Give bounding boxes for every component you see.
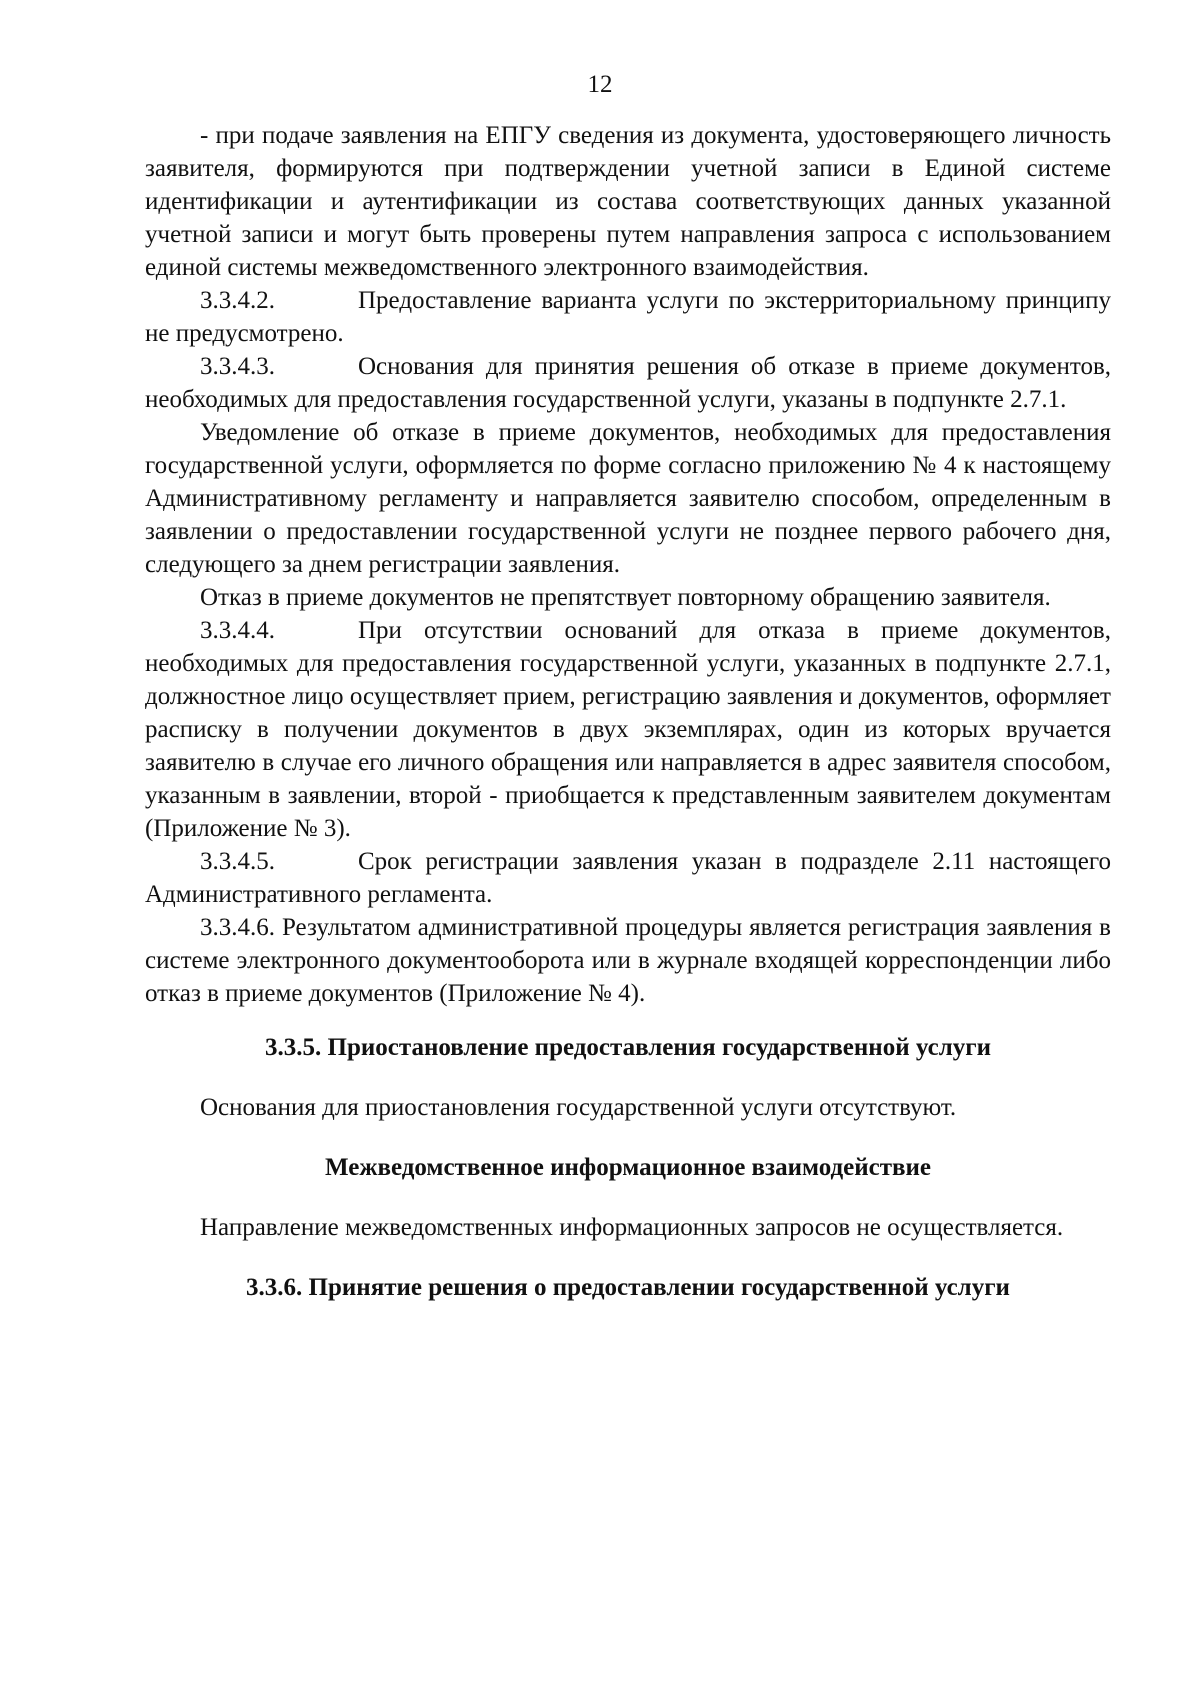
paragraph-3-3-4-5 <box>145 845 1111 911</box>
paragraph-no-interagency-requests: Направление межведомственных информационных запросов не осуществляется. <box>200 1214 1064 1241</box>
paragraph-3-3-4-4 <box>145 614 1111 845</box>
heading-suspension: 3.3.5. Приостановление предоставления государственной услуги <box>265 1034 991 1061</box>
paragraph-epgu-identity: - при подаче заявления на ЕПГУ сведения из документа, удостоверяющего личность заявителя, формируются при подтверждении учетной записи в Единой системе идентификации и аутентификации из состава соответствующих данных указанной учетной записи и могут быть проверены путем направления запроса с использованием единой системы межведомственного электронного взаимодействия. <box>145 122 1111 281</box>
document-body <box>145 119 1111 1304</box>
heading-interagency-interaction: Межведомственное информационное взаимодействие <box>325 1154 931 1181</box>
paragraph-3-3-4-2 <box>145 284 1111 350</box>
clause-text: Предоставление варианта услуги по экстерриториальному принципу не предусмотрено. <box>145 287 1111 347</box>
heading-decision: 3.3.6. Принятие решения о предоставлении государственной услуги <box>246 1274 1010 1301</box>
clause-number: 3.3.4.2. <box>200 287 275 314</box>
paragraph-refusal-notice: Уведомление об отказе в приеме документов, необходимых для предоставления государственной услуги, оформляется по форме согласно приложению № 4 к настоящему Административному регламенту и направляется заявителю способом, определенным в заявлении о предоставлении государственной услуги не позднее первого рабочего дня, следующего за днем регистрации заявления. <box>145 419 1111 578</box>
paragraph-3-3-4-3 <box>145 350 1111 416</box>
clause-number: 3.3.4.5. <box>200 848 275 875</box>
paragraph-3-3-4-6: 3.3.4.6. Результатом административной процедуры является регистрация заявления в системе электронного документооборота или в журнале входящей корреспонденции либо отказ в приеме документов (Приложение № 4). <box>145 914 1111 1007</box>
clause-text: Основания для принятия решения об отказе в приеме документов, необходимых для предоставления государственной услуги, указаны в подпункте 2.7.1. <box>145 353 1111 413</box>
paragraph-refusal-no-obstacle: Отказ в приеме документов не препятствует повторному обращению заявителя. <box>200 584 1051 611</box>
clause-text: При отсутствии оснований для отказа в приеме документов, необходимых для предоставления государственной услуги, указанных в подпункте 2.7.1, должностное лицо осуществляет прием, регистрацию заявления и документов, оформляет расписку в получении документов в двух экземплярах, один из которых вручается заявителю в случае его личного обращения или направляется в адрес заявителя способом, указанным в заявлении, второй - приобщается к представленным заявителем документам (Приложение № 3). <box>145 617 1111 842</box>
paragraph-no-suspension-grounds: Основания для приостановления государственной услуги отсутствуют. <box>200 1094 957 1121</box>
clause-number: 3.3.4.4. <box>200 617 275 644</box>
clause-number: 3.3.4.3. <box>200 353 275 380</box>
page-number: 12 <box>587 71 613 98</box>
clause-text: Срок регистрации заявления указан в подразделе 2.11 настоящего Административного регламента. <box>145 848 1111 908</box>
